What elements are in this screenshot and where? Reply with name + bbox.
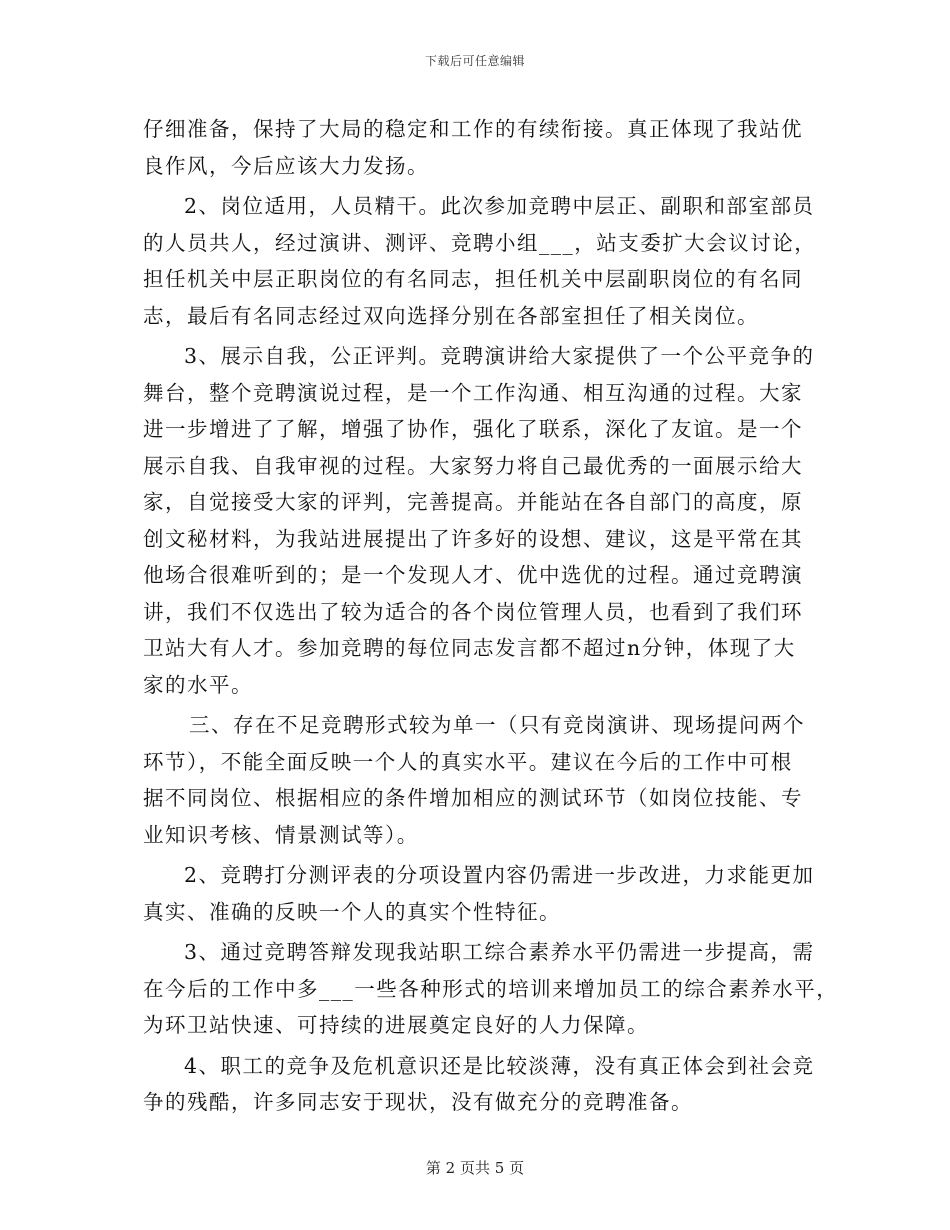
text-line: 讲，我们不仅选出了较为适合的各个岗位管理人员，也看到了我们环 bbox=[143, 599, 803, 624]
text-line: 2、竞聘打分测评表的分项设置内容仍需进一步改进，力求能更加 bbox=[184, 863, 815, 887]
text-line: 为环卫站快速、可持续的进展奠定良好的人力保障。 bbox=[143, 1013, 649, 1037]
text-line: 3、通过竞聘答辩发现我站职工综合素养水平仍需进一步提高，需 bbox=[184, 940, 815, 964]
text-line: 卫站大有人才。参加竞聘的每位同志发言都不超过n分钟，体现了大 bbox=[143, 636, 796, 660]
paragraph bbox=[143, 338, 813, 703]
text-line: 仔细准备，保持了大局的稳定和工作的有续衔接。真正体现了我站优 bbox=[143, 117, 803, 141]
text-line: 担任机关中层正职岗位的有名同志，担任机关中层副职岗位的有名同 bbox=[143, 267, 803, 291]
paragraph bbox=[143, 934, 839, 1044]
text-line: 4、职工的竞争及危机意识还是比较淡薄，没有真正体会到社会竞 bbox=[184, 1053, 815, 1078]
text-line: 争的残酷，许多同志安于现状，没有做充分的竞聘准备。 bbox=[143, 1090, 693, 1114]
page-header: 下载后可任意编辑 bbox=[424, 54, 525, 68]
paragraph bbox=[143, 111, 813, 184]
document-body bbox=[143, 111, 839, 1121]
paragraph bbox=[143, 857, 813, 930]
text-line: 3、展示自我，公正评判。竞聘演讲给大家提供了一个公平竞争的 bbox=[184, 344, 815, 368]
text-line: 据不同岗位、根据相应的条件增加相应的测试环节（如岗位技能、专 bbox=[143, 786, 803, 810]
text-line: 良作风，今后应该大力发扬。 bbox=[143, 153, 429, 178]
text-line: 环节），不能全面反映一个人的真实水平。建议在今后的工作中可根 bbox=[143, 749, 793, 774]
text-line: 2、岗位适用，人员精干。此次参加竞聘中层正、副职和部室部员 bbox=[184, 194, 815, 218]
text-line: 舞台，整个竞聘演说过程，是一个工作沟通、相互沟通的过程。大家 bbox=[143, 380, 803, 405]
paragraph bbox=[143, 1048, 813, 1121]
text-line: 三、存在不足竞聘形式较为单一（只有竞岗演讲、现场提问两个 bbox=[189, 713, 805, 737]
text-line: 业知识考核、情景测试等）。 bbox=[143, 822, 419, 847]
text-line: 家，自觉接受大家的评判，完善提高。并能站在各自部门的高度，原 bbox=[143, 490, 803, 514]
text-line: 他场合很难听到的；是一个发现人才、优中选优的过程。通过竞聘演 bbox=[143, 563, 803, 587]
text-line: 真实、准确的反映一个人的真实个性特征。 bbox=[143, 899, 561, 924]
text-line: 的人员共人，经过演讲、测评、竞聘小组___，站支委扩大会议讨论， bbox=[143, 230, 817, 255]
text-line: 进一步增进了了解，增强了协作，强化了联系，深化了友谊。是一个 bbox=[143, 417, 803, 441]
text-line: 展示自我、自我审视的过程。大家努力将自己最优秀的一面展示给大 bbox=[143, 453, 803, 478]
text-line: 家的水平。 bbox=[143, 672, 253, 697]
text-line: 创文秘材料，为我站进展提出了许多好的设想、建议，这是平常在其 bbox=[143, 526, 803, 551]
text-line: 在今后的工作中多___一些各种形式的培训来增加员工的综合素养水平， bbox=[143, 976, 839, 1001]
page-footer: 第 2 页共 5 页 bbox=[425, 1159, 525, 1177]
paragraph bbox=[143, 188, 817, 334]
paragraph bbox=[143, 707, 813, 853]
text-line: 志，最后有名同志经过双向选择分别在各部室担任了相关岗位。 bbox=[143, 303, 759, 328]
